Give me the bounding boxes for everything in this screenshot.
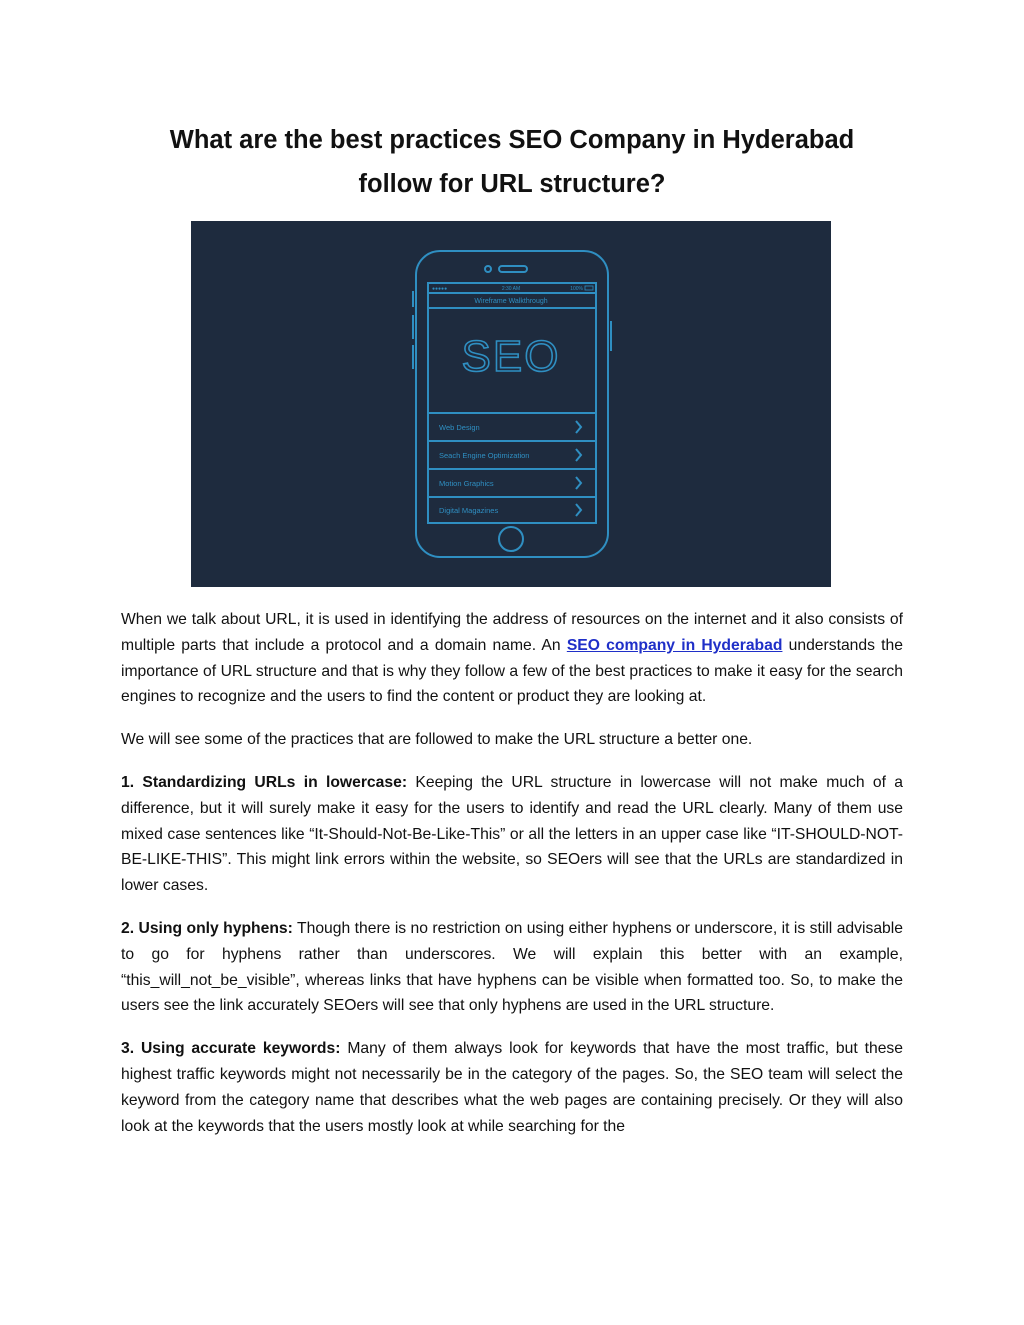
chevron-right-icon [576, 449, 581, 461]
chevron-right-icon [576, 504, 581, 516]
practice-1-text: Keeping the URL structure in lowercase will not make much of a difference, but it will surely make it easy for the users to identify and read the URL clearly. Many of them use mixed case sentences like “It-Should-Not-Be-Like-This” or all the letters in an upper case like “IT-SHOULD-NOT-BE-LIKE-THIS”. This might link errors within the website, so SEOers will see that the URLs are standardized in lower cases. [121, 773, 903, 895]
home-button-icon [499, 527, 523, 551]
chevron-right-icon [576, 421, 581, 433]
app-title: Wireframe Walkthrough [474, 298, 548, 305]
phone-wireframe-graphic [191, 221, 831, 587]
practice-3 [121, 1036, 903, 1139]
practice-3-text: Many of them always look for keywords that have the most traffic, but these highest traffic keywords might not necessarily be in the category of the pages. So, the SEO team will select the keyword from the category name that describes what the web pages are containing precisely. Or they will also look at the keywords that the users mostly look at while searching for the [121, 1040, 903, 1135]
practice-3-heading: 3. Using accurate keywords: [121, 1040, 341, 1058]
menu-item-web-design: Web Design [439, 423, 480, 432]
lead-paragraph: We will see some of the practices that are followed to make the URL structure a better one. [121, 731, 753, 749]
chevron-right-icon [576, 477, 581, 489]
status-signal: ●●●●● [432, 286, 448, 292]
camera-icon [485, 266, 491, 272]
title-line-2: follow for URL structure? [358, 170, 666, 198]
article-body [121, 607, 903, 1156]
menu-item-motion-graphics: Motion Graphics [439, 479, 494, 488]
menu-item-seo: Seach Engine Optimization [439, 451, 530, 460]
speaker-grille [499, 266, 527, 272]
title-line-1: What are the best practices SEO Company in Hyderabad [169, 126, 855, 154]
practice-1 [121, 770, 903, 899]
practice-2-heading: 2. Using only hyphens: [121, 919, 293, 937]
menu-item-digital-magazines: Digital Magazines [439, 506, 499, 515]
seo-logo-text: SEO [461, 332, 561, 381]
status-battery: 100% [570, 286, 583, 292]
seo-company-link[interactable]: SEO company in Hyderabad [566, 636, 783, 654]
intro-text-end: understands the importance of URL structure and that is why they follow a few of the best practices to make it easy for the search engines to recognize and the users to find the content or product they are looking at. [121, 636, 903, 706]
practice-2-text: Though there is no restriction on using either hyphens or underscore, it is still advisable to go for hyphens rather than underscores. We will explain this better with an example, “this_will_not_be_visible”, whereas links that have hyphens can be visible when formatted too. So, to make the users see the link accurately SEOers will see that only hyphens are used in the URL structure. [121, 919, 903, 1015]
seo-phone-illustration [191, 221, 831, 587]
status-time: 2:30 AM [501, 286, 521, 292]
intro-text-start: When we talk about URL, it is used in identifying the address of resources on the internet and it also consists of multiple parts that include a protocol and a domain name. An [121, 611, 903, 654]
practice-1-heading: 1. Standardizing URLs in lowercase: [121, 773, 408, 791]
practice-2 [121, 916, 903, 1019]
intro-paragraph [121, 607, 903, 710]
document-title [120, 118, 904, 206]
battery-icon [585, 286, 593, 290]
